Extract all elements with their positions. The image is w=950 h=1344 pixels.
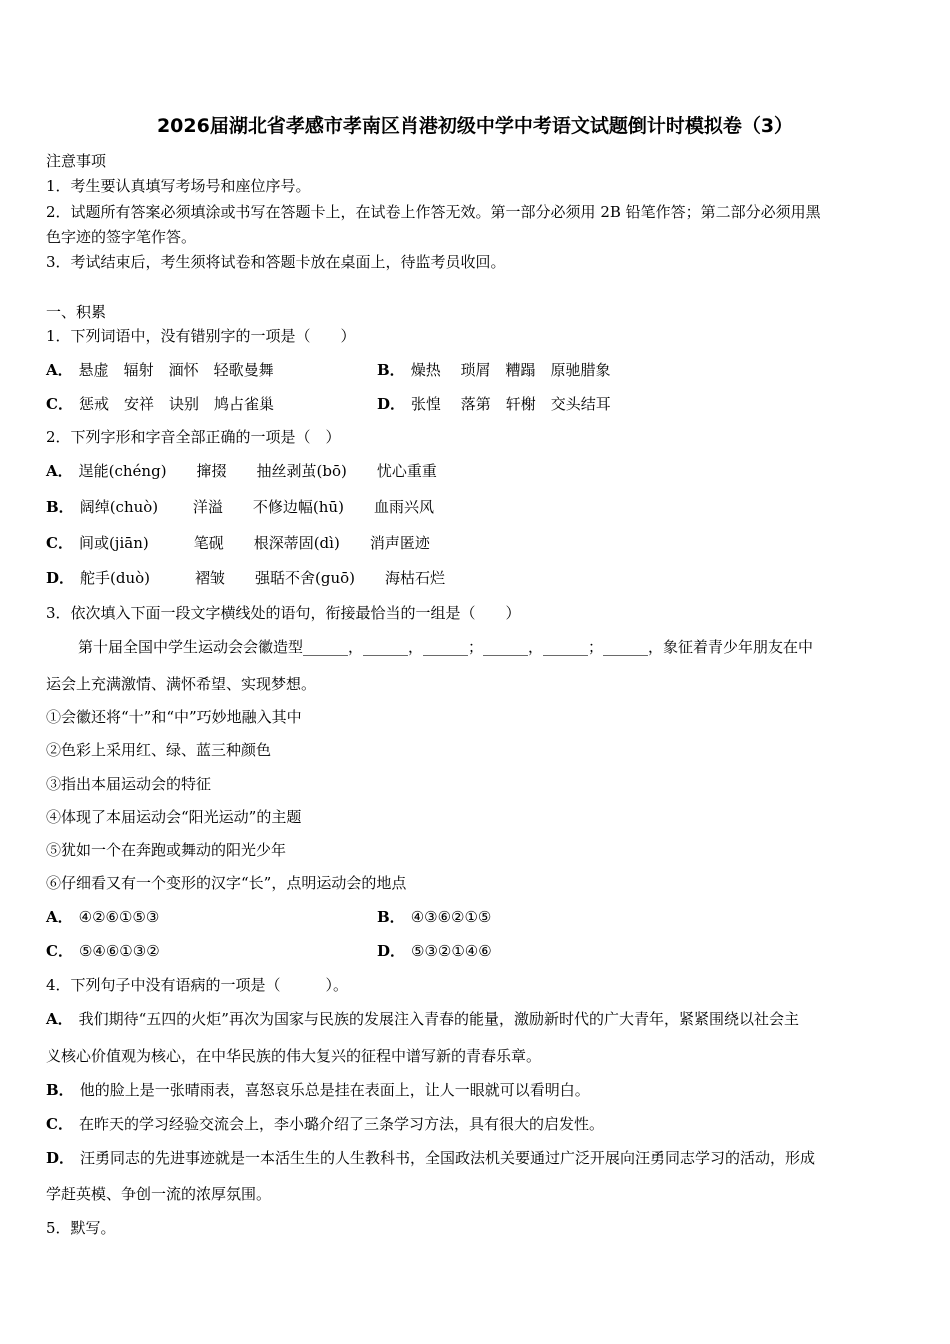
question-stem: 依次填入下面一段文字横线处的语句，衔接最恰当的一组是（ ） (70, 604, 521, 622)
option-label: B． (377, 908, 405, 926)
option-label: C． (46, 1115, 73, 1133)
option-label: A． (46, 1010, 73, 1028)
option-label: D． (377, 942, 406, 960)
option-text: 汪勇同志的先进事迹就是一本活生生的人生教科书，全国政法机关要通过广泛开展向汪勇同志学习的活动，形成 (80, 1149, 816, 1167)
option-label: C． (46, 395, 73, 413)
notice-item-1: 1．考生要认真填写考场号和座位序号。 (46, 177, 311, 195)
q3-option-d (377, 940, 492, 962)
q3-sentence-5: ⑤犹如一个在奔跑或舞动的阳光少年 (46, 841, 287, 859)
question-number: 4． (46, 976, 71, 994)
option-label: A． (46, 462, 73, 480)
q4-option-a-cont: 义核心价值观为核心，在中华民族的伟大复兴的征程中谱写新的青春乐章。 (46, 1047, 542, 1065)
option-label: D． (46, 569, 75, 587)
q4-option-a (46, 1008, 799, 1030)
notice-item-2-cont: 色字迹的签字笔作答。 (46, 228, 197, 246)
question-2 (46, 426, 341, 448)
option-label: A． (46, 361, 73, 379)
question-3 (46, 602, 521, 624)
option-text: 张惶 落第 轩榭 交头结耳 (411, 395, 611, 413)
option-label: C． (46, 942, 73, 960)
option-label: D． (377, 395, 406, 413)
question-number: 5． (46, 1219, 71, 1237)
option-text: 阔绰(chuò) 洋溢 不修边幅(hū) 血雨兴风 (79, 498, 434, 516)
q4-option-b (46, 1079, 590, 1101)
option-text: ⑤④⑥①③② (78, 942, 160, 960)
q3-option-c (46, 940, 160, 962)
q3-option-b (377, 906, 491, 928)
q3-option-a (46, 906, 159, 928)
page-title: 2026届湖北省孝感市孝南区肖港初级中学中考语文试题倒计时模拟卷（3） (156, 115, 794, 137)
option-label: B． (46, 498, 74, 516)
q3-sentence-6: ⑥仔细看又有一个变形的汉字“长”，点明运动会的地点 (46, 874, 407, 892)
q2-option-c (46, 532, 430, 554)
q3-sentence-4: ④体现了本届运动会“阳光运动”的主题 (46, 808, 302, 826)
question-stem: 下列句子中没有语病的一项是（ ）。 (70, 976, 349, 994)
q1-option-d (377, 393, 611, 415)
option-text: 悬虚 辐射 湎怀 轻歌曼舞 (78, 361, 274, 379)
q3-sentence-3: ③指出本届运动会的特征 (46, 775, 212, 793)
option-text: ④②⑥①⑤③ (78, 908, 160, 926)
option-text: ⑤③②①④⑥ (411, 942, 492, 960)
q2-option-a (46, 460, 437, 482)
q1-option-c (46, 393, 274, 415)
question-1 (46, 325, 356, 347)
question-stem: 默写。 (70, 1219, 116, 1237)
option-text: 舵手(duò) 褶皱 强聒不舍(guō) 海枯石烂 (80, 569, 446, 587)
q3-passage-line-2: 运会上充满激情、满怀希望、实现梦想。 (46, 675, 317, 693)
question-number: 1． (46, 327, 71, 345)
q1-option-a (46, 359, 274, 381)
q2-option-b (46, 496, 434, 518)
question-5 (46, 1217, 116, 1239)
q1-option-b (377, 359, 610, 381)
q3-sentence-1: ①会徽还将“十”和“中”巧妙地融入其中 (46, 708, 302, 726)
option-text: 燥热 琐屑 糟蹋 原驰腊象 (410, 361, 611, 379)
option-label: A． (46, 908, 73, 926)
option-label: B． (46, 1081, 74, 1099)
option-text: 他的脸上是一张晴雨表，喜怒哀乐总是挂在表面上，让人一眼就可以看明白。 (79, 1081, 590, 1099)
q4-option-d-cont: 学赶英模、争创一流的浓厚氛围。 (46, 1185, 272, 1203)
option-text: ④③⑥②①⑤ (410, 908, 492, 926)
question-number: 3． (46, 604, 71, 622)
question-number: 2． (46, 428, 71, 446)
option-label: C． (46, 534, 73, 552)
option-text: 逞能(chéng) 撺掇 抽丝剥茧(bō) 忧心重重 (78, 462, 437, 480)
option-text: 间或(jiān) 笔砚 根深蒂固(dì) 消声匿迹 (78, 534, 430, 552)
q4-option-d (46, 1147, 815, 1169)
notice-item-3: 3．考试结束后，考生须将试卷和答题卡放在桌面上，待监考员收回。 (46, 253, 506, 271)
q3-passage-line-1: 第十届全国中学生运动会会徽造型______，______，______；______，______；______，象征着青少年朋友在中 (78, 638, 814, 656)
option-label: B． (377, 361, 405, 379)
q3-sentence-2: ②色彩上采用红、绿、蓝三种颜色 (46, 741, 272, 759)
option-text: 在昨天的学习经验交流会上，李小璐介绍了三条学习方法，具有很大的启发性。 (78, 1115, 604, 1133)
q4-option-c (46, 1113, 604, 1135)
question-4 (46, 974, 348, 996)
option-label: D． (46, 1149, 75, 1167)
notice-item-2: 2．试题所有答案必须填涂或书写在答题卡上，在试卷上作答无效。第一部分必须用 2B 铅笔作答；第二部分必须用黑 (46, 203, 821, 221)
notice-heading: 注意事项 (46, 152, 107, 170)
question-stem: 下列词语中，没有错别字的一项是（ ） (70, 327, 356, 345)
option-text: 惩戒 安祥 诀别 鸠占雀巢 (78, 395, 274, 413)
question-stem: 下列字形和字音全部正确的一项是（ ） (70, 428, 341, 446)
section-heading: 一、积累 (46, 303, 107, 321)
option-text: 我们期待“五四的火炬”再次为国家与民族的发展注入青春的能量，激励新时代的广大青年，紧紧围绕以社会主 (78, 1010, 799, 1028)
q2-option-d (46, 567, 445, 589)
